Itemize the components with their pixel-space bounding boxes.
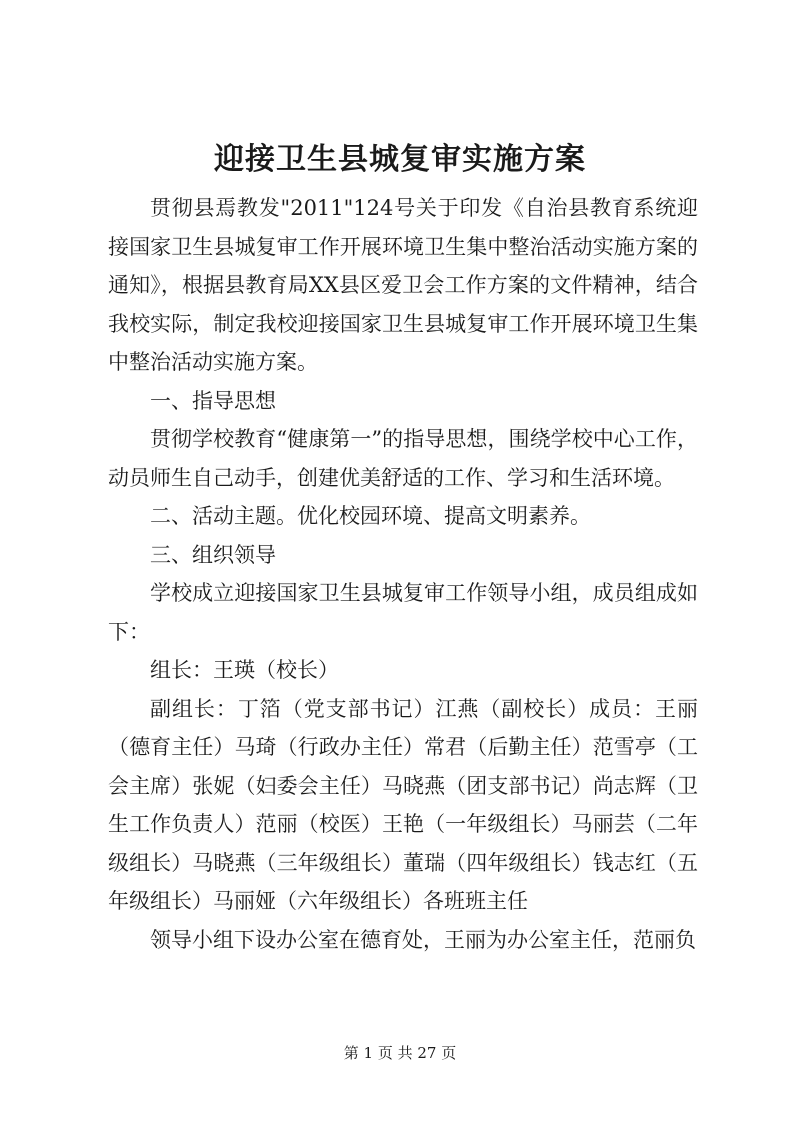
paragraph-group-members: 副组长：丁箔（党支部书记）江燕（副校长）成员：王丽（德育主任）马琦（行政办主任）常君（后勤主任）范雪亭（工会主席）张妮（妇委会主任）马晓燕（团支部书记）尚志辉（卫生工作负责人）范丽（校医）王艳（一年级组长）马丽芸（二年级组长）马晓燕（三年级组长）董瑞（四年级组长）钱志红（五年级组长）马丽娅（六年级组长）各班班主任 <box>108 696 698 913</box>
heading-organization: 三、组织领导 <box>150 542 276 567</box>
paragraph-organization: 学校成立迎接国家卫生县城复审工作领导小组，成员组成如下： <box>108 581 698 644</box>
document-body <box>108 189 698 959</box>
paragraph-intro: 贯彻县焉教发"2011"124号关于印发《自治县教育系统迎接国家卫生县城复审工作开展环境卫生集中整治活动实施方案的通知》，根据县教育局XX县区爱卫会工作方案的文件精神，结合我校实际，制定我校迎接国家卫生县城复审工作开展环境卫生集中整治活动实施方案。 <box>108 196 698 374</box>
heading-guiding-ideology: 一、指导思想 <box>150 388 276 413</box>
document-title: 迎接卫生县城复审实施方案 <box>214 142 586 177</box>
paragraph-group-leader: 组长：王瑛（校长） <box>150 658 339 682</box>
paragraph-guiding-ideology: 贯彻学校教育“健康第一”的指导思想，围绕学校中心工作，动员师生自己动手，创建优美舒适的工作、学习和生活环境。 <box>108 427 698 490</box>
page-number: 第 1 页 共 27 页 <box>343 1044 457 1062</box>
heading-activity-theme: 二、活动主题。优化校园环境、提高文明素养。 <box>150 504 591 528</box>
paragraph-office: 领导小组下设办公室在德育处，王丽为办公室主任，范丽负 <box>150 927 696 952</box>
